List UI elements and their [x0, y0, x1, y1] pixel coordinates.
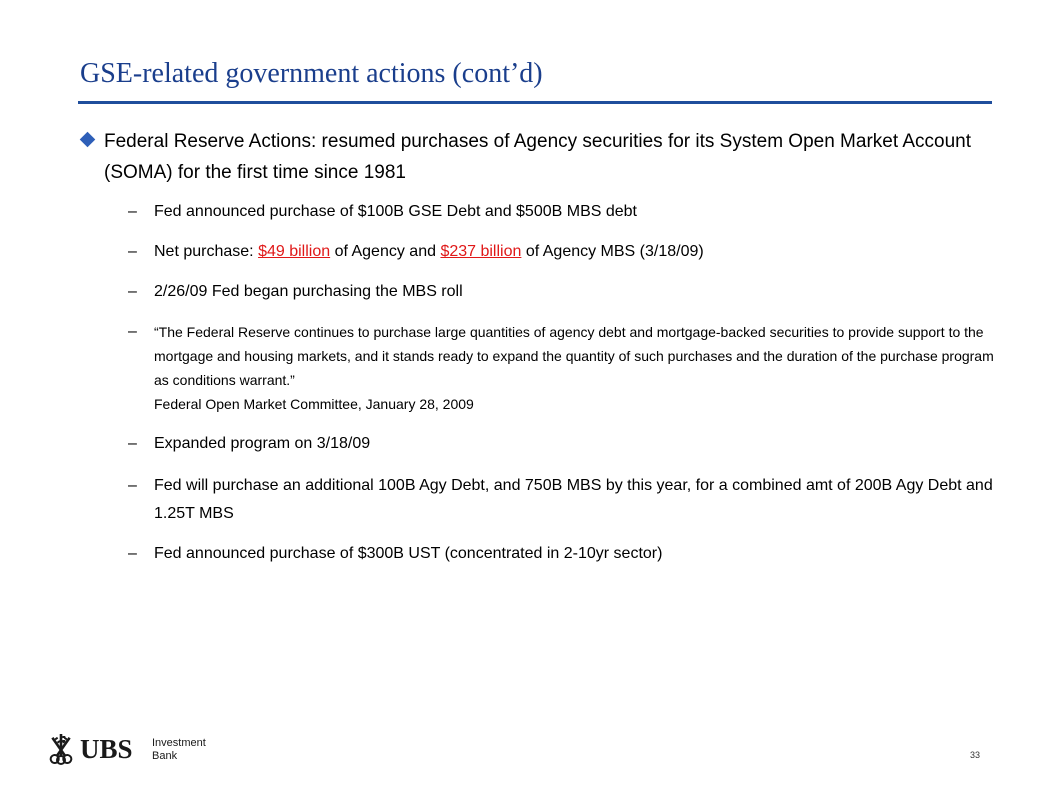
dash-marker: –: [128, 283, 137, 300]
dash-marker: –: [128, 243, 137, 260]
sub-bullet-text: 2/26/09 Fed began purchasing the MBS roll: [154, 283, 463, 300]
dash-marker: –: [128, 323, 137, 340]
diamond-bullet-icon: [80, 132, 96, 148]
sub-bullet-text: Fed announced purchase of $300B UST (concentrated in 2-10yr sector): [154, 545, 663, 562]
dash-marker: –: [128, 435, 137, 452]
list-item-quote: [128, 320, 1008, 416]
dash-marker: –: [128, 545, 137, 562]
quote-attribution: Federal Open Market Committee, January 28, 2009: [154, 396, 474, 412]
title-underline: [78, 101, 992, 104]
ubs-keys-icon: [44, 733, 78, 767]
sub-bullet-list: [128, 200, 1008, 582]
main-bullet-text: Federal Reserve Actions: resumed purchases of Agency securities for its System Open Market Account (SOMA) for the first time since 1981: [104, 131, 972, 183]
dash-marker: –: [128, 203, 137, 220]
slide-title: GSE-related government actions (cont’d): [80, 58, 543, 89]
dash-marker: –: [128, 477, 137, 494]
sub-bullet-text: Fed announced purchase of $100B GSE Debt and $500B MBS debt: [154, 203, 637, 220]
ubs-wordmark: UBS: [80, 734, 133, 764]
list-item: [128, 240, 1008, 264]
sub-bullet-text: Fed will purchase an additional 100B Agy Debt, and 750B MBS by this year, for a combined amt of 200B Agy Debt and 1.25T MBS: [154, 477, 993, 522]
fomc-quote: “The Federal Reserve continues to purchase large quantities of agency debt and mortgage-backed securities to provide support to the mortgage and housing markets, and it stands ready to expand the quantity of such purchases and the duration of the purchase program as conditions warrant.”: [154, 324, 994, 388]
list-item: [128, 542, 1008, 566]
logo-sub-line1: Investment: [152, 737, 206, 749]
sub-bullet-text: Expanded program on 3/18/09: [154, 435, 371, 452]
logo-sub-line2: Bank: [152, 750, 178, 762]
net-purchase-prefix: Net purchase:: [154, 243, 259, 260]
list-item: [128, 200, 1008, 224]
investment-bank-label: [152, 737, 206, 763]
agency-amount-link[interactable]: $49 billion: [258, 243, 331, 260]
list-item: [128, 432, 1008, 456]
list-item: [128, 280, 1008, 304]
list-item: [128, 472, 1008, 528]
net-purchase-middle: of Agency and: [330, 243, 441, 260]
agency-mbs-amount-link[interactable]: $237 billion: [440, 243, 522, 260]
main-bullet: [80, 126, 980, 188]
ubs-logo: [44, 733, 204, 771]
net-purchase-suffix: of Agency MBS (3/18/09): [521, 243, 704, 260]
page-number: 33: [970, 750, 981, 760]
